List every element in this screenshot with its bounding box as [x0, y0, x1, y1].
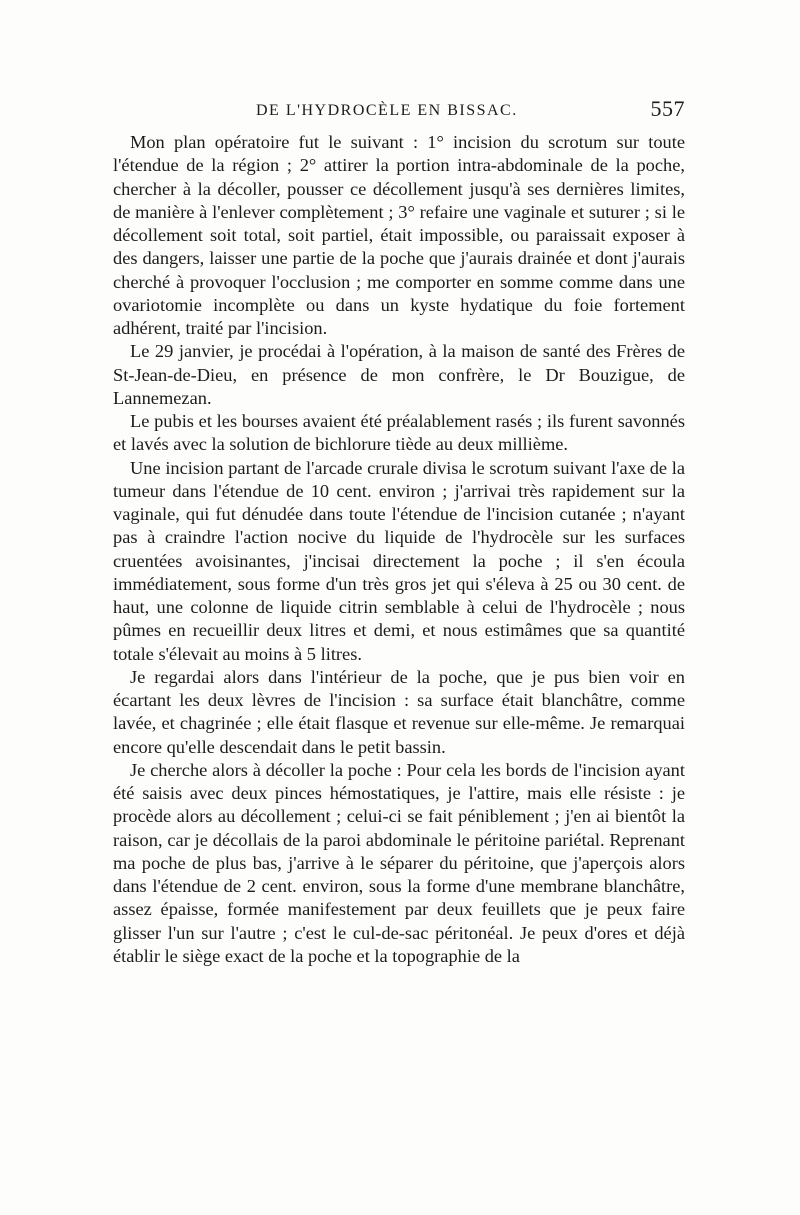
page-header: [113, 96, 685, 126]
paragraph-operative-plan: Mon plan opératoire fut le suivant : 1° incision du scrotum sur toute l'étendue de la région ; 2° attirer la portion intra-abdominale de la poche, chercher à la décoller, pousser ce décollement jusqu'à ses dernières limites, de manière à l'enlever complètement ; 3° refaire une vaginale et suturer ; si le décollement soit total, soit partiel, était impossible, ou paraissait exposer à des dangers, laisser une partie de la poche que j'aurais drainée et dont j'aurais cherché à provoquer l'occlusion ; me comporter en somme comme dans une ovariotomie incomplète ou dans un kyste hydatique du foie fortement adhérent, traité par l'incision.: [113, 132, 685, 338]
running-title: DE L'HYDROCÈLE EN BISSAC.: [256, 102, 518, 119]
paragraph-operation-date: Le 29 janvier, je procédai à l'opération, à la maison de santé des Frères de St-Jean-de-Dieu, en présence de mon confrère, le Dr Bouzigue, de Lannemezan.: [113, 341, 685, 408]
page-number: 557: [650, 96, 685, 121]
paragraph-preparation: Le pubis et les bourses avaient été préalablement rasés ; ils furent savonnés et lavés avec la solution de bichlorure tiède au deux millième.: [113, 411, 685, 455]
paragraph-incision: Une incision partant de l'arcade crurale divisa le scrotum suivant l'axe de la tumeur dans l'étendue de 10 cent. environ ; j'arrivai très rapidement sur la vaginale, qui fut dénudée dans toute l'étendue de l'incision cutanée ; n'ayant pas à craindre l'action nocive du liquide de l'hydrocèle sur les surfaces cruentées avoisinantes, j'incisai directement la poche ; il s'en écoula immédiatement, sous forme d'un très gros jet qui s'éleva à 25 ou 30 cent. de haut, une colonne de liquide citrin semblable à celui de l'hydrocèle ; nous pûmes en recueillir deux litres et demi, et nous estimâmes que sa quantité totale s'élevait au moins à 5 litres.: [113, 457, 685, 664]
paragraph-dissection: Je cherche alors à décoller la poche : Pour cela les bords de l'incision ayant été saisis avec deux pinces hémostatiques, je l'attire, mais elle résiste : je procède alors au décollement ; celui-ci se fait péniblement ; j'en ai bientôt la raison, car je décollais de la paroi abdominale le péritoine pariétal. Reprenant ma poche de plus bas, j'arrive à le séparer du péritoine, que j'aperçois alors dans l'étendue de 2 cent. environ, sous la forme d'une membrane blanchâtre, assez épaisse, formée manifestement par deux feuillets que je peux faire glisser l'un sur l'autre ; c'est le cul-de-sac péritonéal. Je peux d'ores et déjà établir le siège exact de la poche et la topographie de la: [113, 759, 685, 966]
paragraph-inspection: Je regardai alors dans l'intérieur de la poche, que je pus bien voir en écartant les deux lèvres de l'incision : sa surface était blanchâtre, comme lavée, et chagrinée ; elle était flasque et revenue sur elle-même. Je remarquai encore qu'elle descendait dans le petit bassin.: [113, 666, 685, 757]
body-text: [113, 131, 685, 968]
